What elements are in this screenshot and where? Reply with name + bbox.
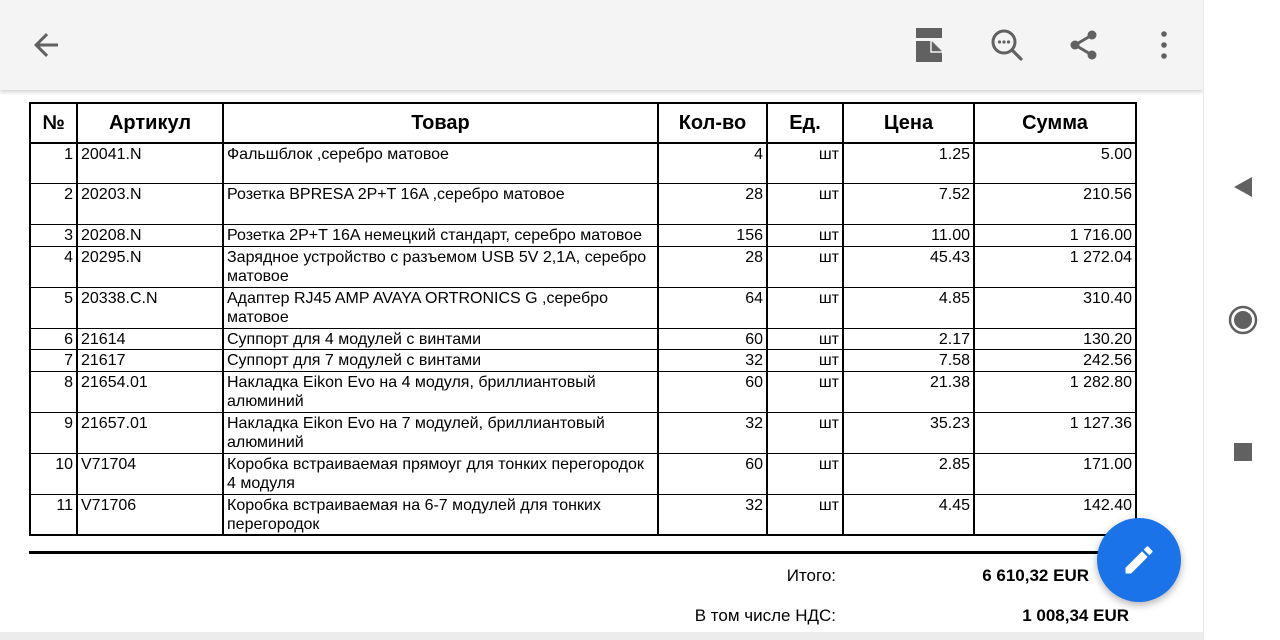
cell-sku: 21654.01 bbox=[77, 371, 223, 412]
cell-sum: 1 282.80 bbox=[974, 371, 1136, 412]
header-price: Цена bbox=[843, 103, 974, 143]
table-row bbox=[30, 328, 1136, 349]
cell-sku: 20295.N bbox=[77, 246, 223, 287]
cell-sku: 20208.N bbox=[77, 224, 223, 246]
cell-number: 9 bbox=[30, 412, 77, 453]
cell-quantity: 60 bbox=[658, 371, 767, 412]
table-row bbox=[30, 494, 1136, 535]
page-bottom-edge bbox=[0, 632, 1203, 640]
edit-fab-button[interactable] bbox=[1097, 518, 1181, 602]
invoice-table bbox=[29, 102, 1137, 536]
cell-price: 1.25 bbox=[843, 143, 974, 183]
table-header-row bbox=[30, 103, 1136, 143]
cell-quantity: 28 bbox=[658, 246, 767, 287]
cell-sum: 1 272.04 bbox=[974, 246, 1136, 287]
cell-sum: 142.40 bbox=[974, 494, 1136, 535]
table-row bbox=[30, 453, 1136, 494]
cell-number: 11 bbox=[30, 494, 77, 535]
share-icon bbox=[1068, 29, 1100, 61]
cell-price: 35.23 bbox=[843, 412, 974, 453]
cell-price: 21.38 bbox=[843, 371, 974, 412]
cell-product: Адаптер RJ45 AMP AVAYA ORTRONICS G ,серебро матовое bbox=[223, 287, 658, 328]
cell-number: 1 bbox=[30, 143, 77, 183]
table-row bbox=[30, 224, 1136, 246]
cell-unit: шт bbox=[767, 224, 843, 246]
header-number: № bbox=[30, 103, 77, 143]
cell-unit: шт bbox=[767, 183, 843, 224]
more-vert-icon bbox=[1159, 29, 1169, 61]
search-in-document-icon bbox=[990, 28, 1024, 62]
cell-sum: 242.56 bbox=[974, 349, 1136, 371]
cell-quantity: 4 bbox=[658, 143, 767, 183]
cell-price: 4.85 bbox=[843, 287, 974, 328]
vat-value: 1 008,34 EUR bbox=[1022, 606, 1129, 625]
top-app-bar bbox=[0, 0, 1203, 90]
cell-unit: шт bbox=[767, 328, 843, 349]
cell-price: 11.00 bbox=[843, 224, 974, 246]
cell-quantity: 32 bbox=[658, 349, 767, 371]
cell-number: 10 bbox=[30, 453, 77, 494]
cell-unit: шт bbox=[767, 453, 843, 494]
cell-sum: 5.00 bbox=[974, 143, 1136, 183]
nav-home-circle-icon bbox=[1227, 304, 1259, 336]
cell-product: Зарядное устройство с разъемом USB 5V 2,1A, серебро матовое bbox=[223, 246, 658, 287]
cell-number: 5 bbox=[30, 287, 77, 328]
system-recents-button[interactable] bbox=[1220, 429, 1266, 475]
table-row bbox=[30, 412, 1136, 453]
cell-price: 2.17 bbox=[843, 328, 974, 349]
cell-sku: V71706 bbox=[77, 494, 223, 535]
cell-product: Накладка Eikon Evo на 7 модулей, бриллиантовый алюминий bbox=[223, 412, 658, 453]
cell-sku: V71704 bbox=[77, 453, 223, 494]
share-button[interactable] bbox=[1061, 22, 1107, 68]
cell-number: 4 bbox=[30, 246, 77, 287]
header-product: Товар bbox=[223, 103, 658, 143]
cell-sum: 130.20 bbox=[974, 328, 1136, 349]
table-row bbox=[30, 183, 1136, 224]
table-row bbox=[30, 246, 1136, 287]
cell-product: Суппорт для 4 модулей с винтами bbox=[223, 328, 658, 349]
cell-unit: шт bbox=[767, 287, 843, 328]
table-row bbox=[30, 349, 1136, 371]
cell-number: 3 bbox=[30, 224, 77, 246]
cell-sku: 20338.C.N bbox=[77, 287, 223, 328]
pencil-edit-icon bbox=[1121, 542, 1157, 578]
cell-product: Фальшблок ,серебро матовое bbox=[223, 143, 658, 183]
cell-price: 45.43 bbox=[843, 246, 974, 287]
cell-sku: 21614 bbox=[77, 328, 223, 349]
table-row bbox=[30, 371, 1136, 412]
cell-number: 2 bbox=[30, 183, 77, 224]
table-row bbox=[30, 287, 1136, 328]
cell-product: Коробка встраиваемая прямоуг для тонких перегородок 4 модуля bbox=[223, 453, 658, 494]
cell-sku: 21657.01 bbox=[77, 412, 223, 453]
cell-unit: шт bbox=[767, 371, 843, 412]
cell-number: 6 bbox=[30, 328, 77, 349]
cell-product: Розетка 2P+T 16A немецкий стандарт, серебро матовое bbox=[223, 224, 658, 246]
cell-product: Суппорт для 7 модулей с винтами bbox=[223, 349, 658, 371]
cell-unit: шт bbox=[767, 349, 843, 371]
more-options-button[interactable] bbox=[1141, 22, 1187, 68]
cell-quantity: 32 bbox=[658, 412, 767, 453]
page-layout-button[interactable] bbox=[906, 22, 952, 68]
cell-sum: 1 716.00 bbox=[974, 224, 1136, 246]
header-sku: Артикул bbox=[77, 103, 223, 143]
cell-sum: 310.40 bbox=[974, 287, 1136, 328]
header-quantity: Кол-во bbox=[658, 103, 767, 143]
header-unit: Ед. bbox=[767, 103, 843, 143]
back-button[interactable] bbox=[23, 22, 69, 68]
nav-back-triangle-icon bbox=[1232, 175, 1254, 199]
header-sum: Сумма bbox=[974, 103, 1136, 143]
cell-sku: 21617 bbox=[77, 349, 223, 371]
cell-sku: 20203.N bbox=[77, 183, 223, 224]
system-back-button[interactable] bbox=[1220, 164, 1266, 210]
cell-sum: 210.56 bbox=[974, 183, 1136, 224]
cell-quantity: 60 bbox=[658, 453, 767, 494]
cell-price: 7.52 bbox=[843, 183, 974, 224]
cell-number: 7 bbox=[30, 349, 77, 371]
cell-unit: шт bbox=[767, 143, 843, 183]
cell-unit: шт bbox=[767, 246, 843, 287]
table-row bbox=[30, 143, 1136, 183]
total-value: 6 610,32 EUR bbox=[982, 566, 1089, 585]
cell-price: 4.45 bbox=[843, 494, 974, 535]
document-page bbox=[0, 90, 1203, 636]
find-in-document-button[interactable] bbox=[984, 22, 1030, 68]
page-layout-icon bbox=[915, 27, 943, 63]
cell-price: 7.58 bbox=[843, 349, 974, 371]
total-label: Итого: bbox=[786, 566, 836, 585]
cell-quantity: 64 bbox=[658, 287, 767, 328]
system-navigation-bar bbox=[1203, 0, 1280, 640]
cell-product: Розетка BPRESA 2P+T 16A ,серебро матовое bbox=[223, 183, 658, 224]
cell-product: Накладка Eikon Evo на 4 модуля, бриллиантовый алюминий bbox=[223, 371, 658, 412]
totals-separator-line bbox=[29, 551, 1135, 554]
cell-quantity: 156 bbox=[658, 224, 767, 246]
cell-quantity: 60 bbox=[658, 328, 767, 349]
cell-quantity: 32 bbox=[658, 494, 767, 535]
nav-recents-square-icon bbox=[1233, 442, 1253, 462]
arrow-left-icon bbox=[28, 27, 64, 63]
cell-sum: 1 127.36 bbox=[974, 412, 1136, 453]
cell-sku: 20041.N bbox=[77, 143, 223, 183]
cell-price: 2.85 bbox=[843, 453, 974, 494]
cell-sum: 171.00 bbox=[974, 453, 1136, 494]
cell-number: 8 bbox=[30, 371, 77, 412]
cell-quantity: 28 bbox=[658, 183, 767, 224]
cell-unit: шт bbox=[767, 494, 843, 535]
cell-product: Коробка встраиваемая на 6-7 модулей для тонких перегородок bbox=[223, 494, 658, 535]
cell-unit: шт bbox=[767, 412, 843, 453]
vat-label: В том числе НДС: bbox=[694, 606, 836, 625]
system-home-button[interactable] bbox=[1220, 297, 1266, 343]
